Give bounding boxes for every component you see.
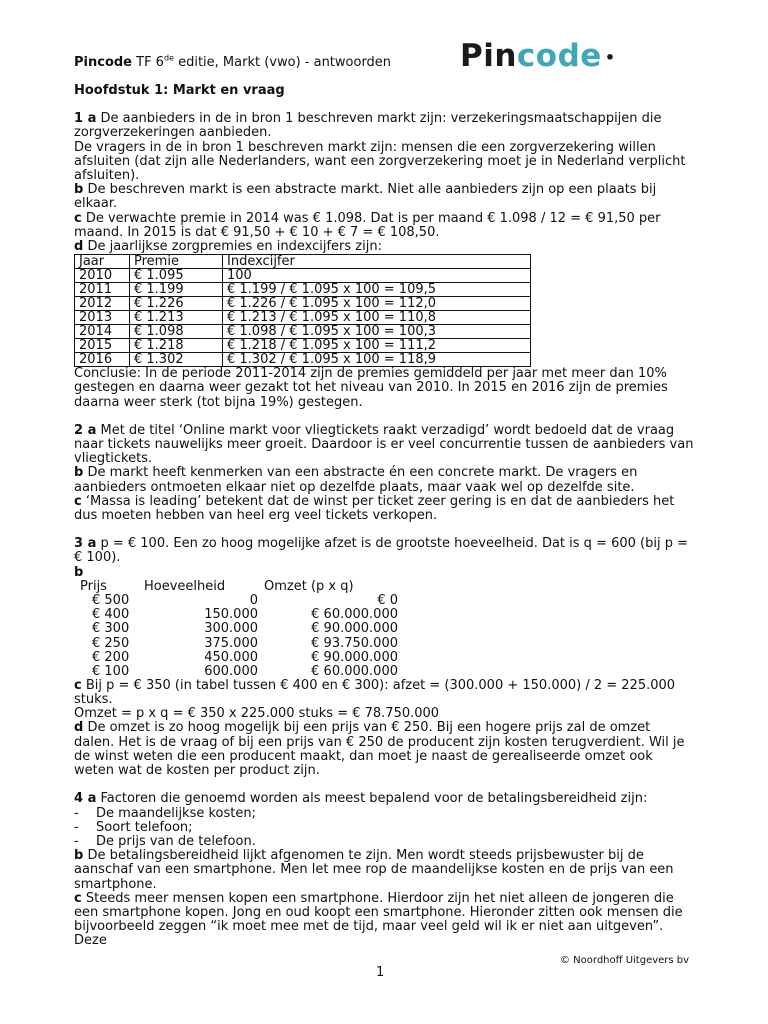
conclusion: Conclusie: In de periode 2011-2014 zijn de premies gemiddeld per jaar met meer dan 10% gestegen en daarna weer gezakt tot het niveau van 2010. In 2015 en 2016 zijn de premies daarna weer sterk (tot bijna 19%) gestegen. [74,366,668,410]
table-cell: € 1.098 / € 1.095 x 100 = 100,3 [223,325,531,339]
answer-text: De verwachte premie in 2014 was € 1.098. Dat is per maand € 1.098 / 12 = € 91,50 per maand. In 2015 is dat € 91,50 + € 10 + € 7 = € 108,50. [74,210,661,240]
answer-1a [74,112,694,140]
table-row [75,297,531,311]
page-number: 1 [376,965,385,980]
table-cell: 2016 [75,353,130,367]
table-header-row [75,255,531,269]
answer-label: 1 a [74,111,97,127]
table-row [74,637,404,651]
answer-label: c [74,493,82,509]
table-row [74,665,404,679]
table-cell: € 60.000.000 [311,607,398,623]
answer-text: De markt heeft kenmerken van een abstracte én een concrete markt. De vragers en aanbieders ontmoeten elkaar niet op dezelfde plaats, maar vaak wel op dezelfde site. [74,465,638,495]
answer-1c [74,212,694,240]
list-item [74,835,694,849]
answer-4c [74,892,694,949]
header-title [74,53,392,70]
table-cell: 2014 [75,325,130,339]
answer-1d [74,240,694,254]
table-row [74,651,404,665]
list-dash: - [74,819,79,835]
table-cell: 2013 [75,311,130,325]
answer-text: De omzet is zo hoog mogelijk bij een prijs van € 250. Bij een hogere prijs zal de omzet dalen. Het is de vraag of bij een prijs van € 250 de producent zijn kosten terugverdient. Wil je de winst weten die een producent maakt, dan moet je naast de gerealiseerde omzet ook weten wat de kosten per product zijn. [74,720,685,779]
answer-4b [74,849,694,892]
answer-label: b [74,182,84,198]
table-header-row [74,580,404,594]
answer-label: 4 a [74,791,97,807]
table-cell: € 1.218 [130,339,223,353]
logo-pin: Pin [460,37,517,74]
answer-text: Met de titel ‘Online markt voor vliegtickets raakt verzadigd’ wordt bedoeld dat de vraag naar tickets nauwelijks meer groeit. Daardoor is er veel concurrentie tussen de aanbieders van vliegtickets. [74,422,694,467]
answer-1a-cont: De vragers in de in bron 1 beschreven markt zijn: mensen die een zorgverzekering willen afsluiten (dat zijn alle Nederlanders, want een zorgverzekering moet je in Nederland verplicht afsluiten). [74,139,686,184]
table-cell: € 1.302 / € 1.095 x 100 = 118,9 [223,353,531,367]
table-row [75,269,531,283]
answer-2a [74,424,694,467]
answer-4a [74,792,694,806]
answer-label: c [74,677,82,693]
table-cell: € 1.098 [130,325,223,339]
copyright-footer: © Noordhoff Uitgevers bv [560,955,690,966]
table-cell: € 1.095 [130,269,223,283]
header-title-part: TF 6 [132,55,164,70]
list-dash: - [74,805,79,821]
table-cell: € 1.213 / € 1.095 x 100 = 110,8 [223,311,531,325]
answer-label: c [74,210,82,226]
list-item-text: Soort telefoon; [96,819,193,835]
answer-3d [74,721,694,778]
answer-text: Steeds meer mensen kopen een smartphone. Hierdoor zijn het niet alleen de jongeren die een smartphone kopen. Jong en oud koopt een smartphone. Hieronder zitten ook mensen die bijvoorbeeld zeggen “ik moet mee met de tijd, maar veel geld wil ik er niet aan uitgeven”. Deze [74,890,683,949]
table-cell: € 1.218 / € 1.095 x 100 = 111,2 [223,339,531,353]
list-item [74,807,694,821]
table-cell: 600.000 [204,664,258,679]
question-4 [74,792,694,948]
answer-1b [74,183,694,211]
table-row [74,594,404,608]
table-header-cell: Omzet (p x q) [264,578,354,594]
header-superscript: de [163,53,174,63]
table-cell: 300.000 [204,621,258,637]
answer-label: b [74,465,84,481]
table-cell: 2015 [75,339,130,353]
list-dash: - [74,833,79,849]
table-cell: € 90.000.000 [311,621,398,637]
table-row [75,283,531,297]
answer-label: b [74,564,84,580]
answer-text: Factoren die genoemd worden als meest bepalend voor de betalingsbereidheid zijn: [96,791,648,807]
chapter-title: Hoofdstuk 1: Markt en vraag [74,83,285,98]
table-cell: € 1.226 / € 1.095 x 100 = 112,0 [223,297,531,311]
table-cell: € 300 [92,621,130,637]
table-cell: € 400 [92,607,130,623]
answer-3b [74,566,694,580]
table-header-cell: Premie [130,255,223,269]
premium-index-table [74,254,531,367]
table-header-cell: Prijs [80,578,107,594]
revenue-table [74,580,404,679]
table-row [75,325,531,339]
table-row [75,353,531,367]
table-header-cell: Jaar [75,255,130,269]
question-2 [74,424,694,523]
table-cell: 450.000 [204,649,258,665]
answer-label: 3 a [74,536,97,552]
table-cell: € 200 [92,649,130,665]
table-cell: 100 [223,269,531,283]
document-page [74,37,694,949]
question-3 [74,537,694,778]
table-cell: € 0 [377,593,398,609]
table-cell: 2011 [75,283,130,297]
header-brand: Pincode [74,55,132,70]
answer-2b [74,466,694,494]
table-header-cell: Indexcijfer [223,255,531,269]
header-title-part: editie, Markt (vwo) - antwoorden [173,55,392,70]
answer-text: De betalingsbereidheid lijkt afgenomen te zijn. Men wordt steeds prijsbewuster bij de aanschaf van een smartphone. Men let mee rop de maandelijkse kosten en de prijs van een smartphone. [74,848,674,892]
list-item-text: De prijs van de telefoon. [96,833,256,849]
answer-2c [74,495,694,523]
answer-3c [74,679,694,707]
table-cell: € 60.000.000 [311,664,398,679]
answer-label: 2 a [74,422,97,438]
table-cell: € 1.199 [130,283,223,297]
table-cell: 2010 [75,269,130,283]
answer-label: d [74,239,84,255]
table-cell: 375.000 [204,635,258,651]
answer-label: c [74,890,82,906]
table-header-cell: Hoeveelheid [144,578,226,594]
list-item [74,821,694,835]
answer-3a [74,537,694,565]
answer-text: Bij p = € 350 (in tabel tussen € 400 en € 300): afzet = (300.000 + 150.000) / 2 = 225.000 stuks. [74,677,676,708]
table-cell: 0 [249,593,258,609]
table-row [74,622,404,636]
answer-3c-cont: Omzet = p x q = € 350 x 225.000 stuks = € 78.750.000 [74,706,440,722]
table-row [75,311,531,325]
answer-text: De beschreven markt is een abstracte markt. Niet alle aanbieders zijn op een plaats bij elkaar. [74,182,657,212]
answer-label: b [74,848,84,864]
table-cell: 2012 [75,297,130,311]
table-cell: € 93.750.000 [311,635,398,651]
table-cell: € 500 [92,593,130,609]
answer-text: De aanbieders in de in bron 1 beschreven markt zijn: verzekeringsmaatschappijen die zorgverzekeringen aanbieden. [74,111,662,141]
table-cell: € 1.226 [130,297,223,311]
table-row [74,608,404,622]
table-cell: € 1.199 / € 1.095 x 100 = 109,5 [223,283,531,297]
answer-label: d [74,720,84,736]
table-cell: 150.000 [204,607,258,623]
table-cell: € 90.000.000 [311,649,398,665]
document-header [74,37,694,76]
logo-code: code [516,37,602,74]
table-cell: € 250 [92,635,130,651]
answer-text: ‘Massa is leading’ betekent dat de winst per ticket zeer gering is en dat de aanbieders het dus moeten hebben van heel erg veel tickets verkopen. [74,493,675,524]
logo-dot: • [604,47,616,67]
table-cell: € 1.302 [130,353,223,367]
answer-text: De jaarlijkse zorgpremies en indexcijfers zijn: [83,239,382,255]
list-item-text: De maandelijkse kosten; [96,805,256,821]
question-1 [74,112,694,410]
table-row [75,339,531,353]
pincode-logo [460,37,616,74]
table-cell: € 100 [92,664,130,679]
answer-text: p = € 100. Een zo hoog mogelijke afzet is de grootste hoeveelheid. Dat is q = 600 (bij p = € 100). [74,536,688,566]
table-cell: € 1.213 [130,311,223,325]
